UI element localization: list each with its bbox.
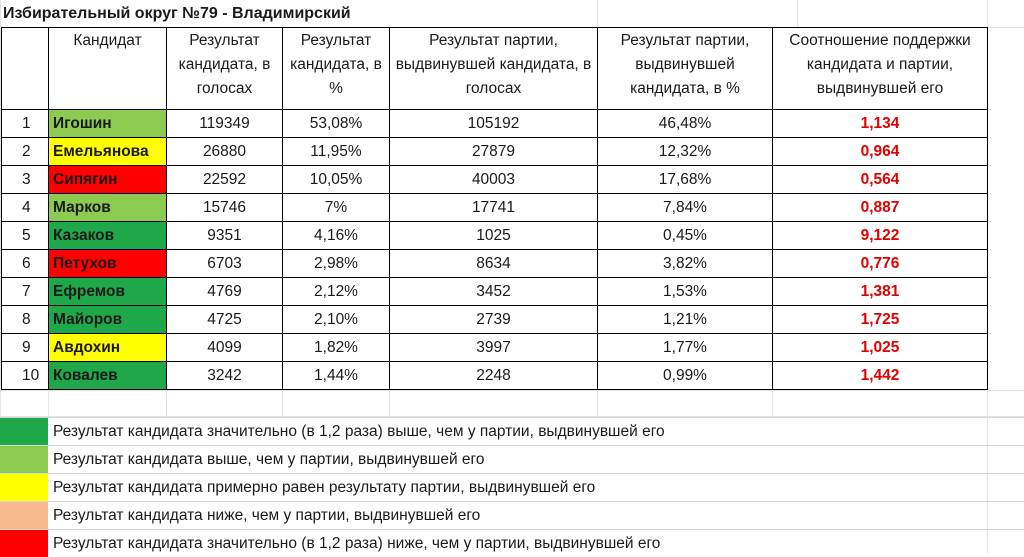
ratio-cell[interactable]: 1,025 <box>773 334 988 362</box>
legend-color-swatch <box>0 474 48 501</box>
table-row <box>2 362 988 390</box>
results-table <box>1 27 988 390</box>
party-votes-cell[interactable]: 105192 <box>390 110 598 138</box>
results-body <box>2 110 988 390</box>
row-number-cell[interactable]: 1 <box>2 110 49 138</box>
grid-line <box>282 390 283 417</box>
grid-line <box>166 390 167 417</box>
grid-line <box>772 390 773 417</box>
party-votes-cell[interactable]: 40003 <box>390 166 598 194</box>
legend-item <box>0 473 1024 501</box>
party-votes-cell[interactable]: 1025 <box>390 222 598 250</box>
header-percent[interactable]: Результат кандидата, в % <box>283 28 390 110</box>
table-row <box>2 278 988 306</box>
color-legend <box>0 417 1024 557</box>
row-number-cell[interactable]: 10 <box>2 362 49 390</box>
legend-item <box>0 501 1024 529</box>
table-row <box>2 138 988 166</box>
row-number-cell[interactable]: 9 <box>2 334 49 362</box>
ratio-cell[interactable]: 1,381 <box>773 278 988 306</box>
table-row <box>2 334 988 362</box>
ratio-cell[interactable]: 9,122 <box>773 222 988 250</box>
party-votes-cell[interactable]: 2248 <box>390 362 598 390</box>
party-votes-cell[interactable]: 3452 <box>390 278 598 306</box>
party-percent-cell[interactable]: 12,32% <box>598 138 773 166</box>
candidate-name-cell[interactable]: Игошин <box>49 110 167 138</box>
candidate-name-cell[interactable]: Ефремов <box>49 278 167 306</box>
row-number-cell[interactable]: 5 <box>2 222 49 250</box>
row-number-cell[interactable]: 2 <box>2 138 49 166</box>
ratio-cell[interactable]: 0,887 <box>773 194 988 222</box>
party-percent-cell[interactable]: 17,68% <box>598 166 773 194</box>
legend-color-swatch <box>0 418 48 445</box>
row-number-cell[interactable]: 3 <box>2 166 49 194</box>
legend-text[interactable]: Результат кандидата ниже, чем у партии, выдвинувшей его <box>53 507 481 524</box>
party-percent-cell[interactable]: 46,48% <box>598 110 773 138</box>
ratio-cell[interactable]: 1,725 <box>773 306 988 334</box>
percent-cell[interactable]: 2,98% <box>283 250 390 278</box>
candidate-name-cell[interactable]: Ковалев <box>49 362 167 390</box>
votes-cell[interactable]: 3242 <box>167 362 283 390</box>
party-votes-cell[interactable]: 27879 <box>390 138 598 166</box>
grid-line <box>389 390 390 417</box>
grid-line <box>597 390 598 417</box>
grid-line <box>0 390 1024 391</box>
legend-color-swatch <box>0 446 48 473</box>
candidate-name-cell[interactable]: Авдохин <box>49 334 167 362</box>
candidate-name-cell[interactable]: Сипягин <box>49 166 167 194</box>
party-votes-cell[interactable]: 3997 <box>390 334 598 362</box>
row-number-cell[interactable]: 4 <box>2 194 49 222</box>
candidate-name-cell[interactable]: Казаков <box>49 222 167 250</box>
legend-text[interactable]: Результат кандидата примерно равен результату партии, выдвинувшей его <box>53 479 596 496</box>
votes-cell[interactable]: 119349 <box>167 110 283 138</box>
grid-line <box>797 0 798 27</box>
header-party-votes[interactable]: Результат партии, выдвинувшей кандидата, в голосах <box>390 28 598 110</box>
header-candidate[interactable]: Кандидат <box>49 28 167 110</box>
percent-cell[interactable]: 7% <box>283 194 390 222</box>
sheet-title: Избирательный округ №79 - Владимирский <box>3 5 351 22</box>
legend-color-swatch <box>0 502 48 529</box>
votes-cell[interactable]: 9351 <box>167 222 283 250</box>
table-row <box>2 194 988 222</box>
party-votes-cell[interactable]: 17741 <box>390 194 598 222</box>
legend-item <box>0 445 1024 473</box>
party-percent-cell[interactable]: 0,45% <box>598 222 773 250</box>
percent-cell[interactable]: 53,08% <box>283 110 390 138</box>
table-row <box>2 166 988 194</box>
candidate-name-cell[interactable]: Петухов <box>49 250 167 278</box>
candidate-name-cell[interactable]: Марков <box>49 194 167 222</box>
candidate-name-cell[interactable]: Емельянова <box>49 138 167 166</box>
votes-cell[interactable]: 4769 <box>167 278 283 306</box>
legend-item <box>0 529 1024 557</box>
ratio-cell[interactable]: 0,564 <box>773 166 988 194</box>
legend-text[interactable]: Результат кандидата выше, чем у партии, выдвинувшей его <box>53 451 485 468</box>
party-percent-cell[interactable]: 1,21% <box>598 306 773 334</box>
votes-cell[interactable]: 22592 <box>167 166 283 194</box>
votes-cell[interactable]: 6703 <box>167 250 283 278</box>
percent-cell[interactable]: 2,10% <box>283 306 390 334</box>
legend-text[interactable]: Результат кандидата значительно (в 1,2 раза) ниже, чем у партии, выдвинувшей его <box>53 535 661 552</box>
votes-cell[interactable]: 4099 <box>167 334 283 362</box>
header-votes[interactable]: Результат кандидата, в голосах <box>167 28 283 110</box>
legend-item <box>0 417 1024 445</box>
percent-cell[interactable]: 10,05% <box>283 166 390 194</box>
grid-line <box>597 0 598 27</box>
percent-cell[interactable]: 1,82% <box>283 334 390 362</box>
row-number-cell[interactable]: 7 <box>2 278 49 306</box>
table-row <box>2 306 988 334</box>
ratio-cell[interactable]: 1,442 <box>773 362 988 390</box>
party-votes-cell[interactable]: 8634 <box>390 250 598 278</box>
percent-cell[interactable]: 4,16% <box>283 222 390 250</box>
candidate-name-cell[interactable]: Майоров <box>49 306 167 334</box>
legend-color-swatch <box>0 530 48 557</box>
table-row <box>2 110 988 138</box>
party-percent-cell[interactable]: 7,84% <box>598 194 773 222</box>
votes-cell[interactable]: 26880 <box>167 138 283 166</box>
party-votes-cell[interactable]: 2739 <box>390 306 598 334</box>
legend-text[interactable]: Результат кандидата значительно (в 1,2 раза) выше, чем у партии, выдвинувшей его <box>53 423 665 440</box>
row-number-cell[interactable]: 6 <box>2 250 49 278</box>
party-percent-cell[interactable]: 1,77% <box>598 334 773 362</box>
header-ratio[interactable]: Соотношение поддержки кандидата и партии, выдвинувшей его <box>773 28 988 110</box>
party-percent-cell[interactable]: 3,82% <box>598 250 773 278</box>
ratio-cell[interactable]: 0,776 <box>773 250 988 278</box>
ratio-cell[interactable]: 1,134 <box>773 110 988 138</box>
header-party-percent[interactable]: Результат партии, выдвинувшей кандидата, в % <box>598 28 773 110</box>
ratio-cell[interactable]: 0,964 <box>773 138 988 166</box>
percent-cell[interactable]: 2,12% <box>283 278 390 306</box>
header-row <box>2 28 988 110</box>
votes-cell[interactable]: 4725 <box>167 306 283 334</box>
party-percent-cell[interactable]: 1,53% <box>598 278 773 306</box>
table-row <box>2 222 988 250</box>
row-number-cell[interactable]: 8 <box>2 306 49 334</box>
votes-cell[interactable]: 15746 <box>167 194 283 222</box>
percent-cell[interactable]: 11,95% <box>283 138 390 166</box>
table-row <box>2 250 988 278</box>
party-percent-cell[interactable]: 0,99% <box>598 362 773 390</box>
header-num <box>2 28 49 110</box>
grid-line <box>48 390 49 417</box>
percent-cell[interactable]: 1,44% <box>283 362 390 390</box>
